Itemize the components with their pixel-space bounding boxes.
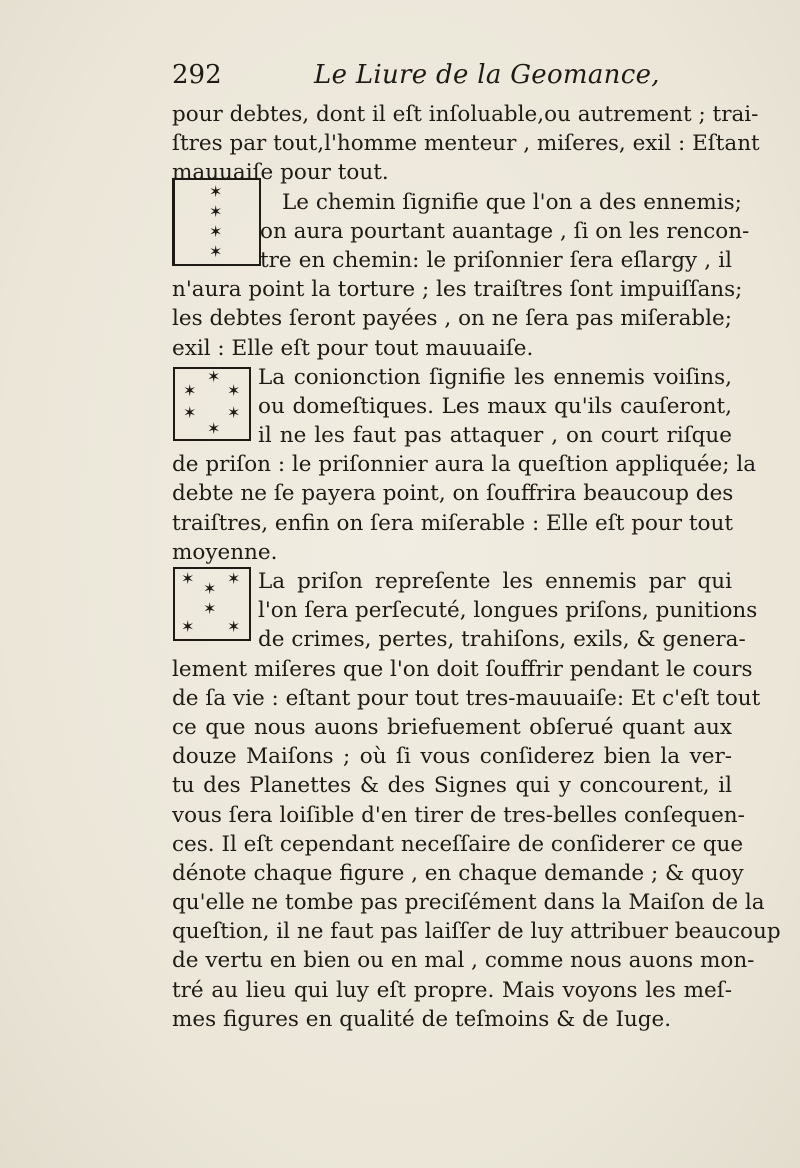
text-line: l'on ſera perſecuté, longues priſons, punitions [258,598,758,624]
text-line: vous ſera loiſible d'en tirer de tres-belles conſequen- [172,802,745,828]
text-line: lement miſeres que l'on doit ſouffrir pendant le cours [172,656,753,682]
text-line: de crimes, pertes, trahiſons, exils, & genera- [258,627,746,653]
figure-point: ✶ [207,419,221,438]
figure-point: ✶ [209,242,223,261]
text-line: il ne les faut pas attaquer , on court riſque [258,423,732,449]
text-line: Le chemin ſignifie que l'on a des ennemis; [282,189,742,215]
text-line: debte ne ſe payera point, on ſouffrira beaucoup des [172,481,734,507]
text-line: douze Maiſons ; où ſi vous conſiderez bien la ver- [172,744,732,770]
text-line: qu'elle ne tombe pas preciſément dans la Maiſon de la [172,890,765,916]
figure-point: ✶ [183,403,197,422]
figure-point: ✶ [227,617,241,636]
text-line: mauuaiſe pour tout. [172,160,389,186]
figure-point: ✶ [203,599,217,618]
text-line: on aura pourtant auantage , ſi on les rencon- [260,218,750,244]
figure-point: ✶ [203,579,217,598]
figure-point: ✶ [227,403,241,422]
figure-point: ✶ [227,569,241,588]
text-line: exil : Elle eſt pour tout mauuaiſe. [172,335,534,361]
figure-point: ✶ [181,569,195,588]
text-line: ſtres par tout,l'homme menteur , miſeres, exil : Eſtant [172,131,760,157]
figure-point: ✶ [209,182,223,201]
text-line: ce que nous auons briefuement obſerué quant aux [172,714,732,740]
figure-point: ✶ [207,367,221,386]
text-line: ou domeſtiques. Les maux qu'ils cauſeront, [258,393,732,419]
figure-point: ✶ [183,381,197,400]
figure-point: ✶ [209,222,223,241]
text-line: tré au lieu qui luy eſt propre. Mais voyons les meſ- [172,977,732,1003]
text-line: mes figures en qualité de teſmoins & de Iuge. [172,1006,672,1032]
text-line: tu des Planettes & des Signes qui y concourent, il [172,773,732,799]
text-line: de priſon : le priſonnier aura la queſtion appliquée; la [172,452,757,478]
page-number: 292 [172,60,222,90]
text-line: traiſtres, enfin on ſera miſerable : Elle eſt pour tout [172,510,733,536]
text-line: de ſa vie : eſtant pour tout tres-mauuaiſe: Et c'eſt tout [172,685,761,711]
text-line: ces. Il eſt cependant neceſſaire de conſiderer ce que [172,831,744,857]
figure-point: ✶ [227,381,241,400]
body-text [172,100,781,1034]
figure-point: ✶ [209,202,223,221]
text-line: de vertu en bien ou en mal , comme nous auons mon- [172,948,755,974]
text-line: n'aura point la torture ; les traiſtres ſont impuiſſans; [172,277,743,303]
text-line: La priſon repreſente les ennemis par qui [258,569,732,594]
text-line: La conionction ſignifie les ennemis voiſins, [258,364,732,390]
text-line: dénote chaque figure , en chaque demande ; & quoy [172,860,744,886]
text-line: moyenne. [172,539,278,565]
figure-point: ✶ [181,617,195,636]
text-line: tre en chemin: le priſonnier ſera eſlargy , il [260,247,732,273]
text-line: queſtion, il ne faut pas laiſſer de luy attribuer beaucoup [172,919,781,945]
text-line: pour debtes, dont il eſt inſoluable,ou autrement ; trai- [172,102,759,127]
running-title: Le Liure de la Geomance, [314,60,660,90]
page-header [172,60,732,94]
text-line: les debtes ſeront payées , on ne ſera pas miſerable; [172,306,732,332]
